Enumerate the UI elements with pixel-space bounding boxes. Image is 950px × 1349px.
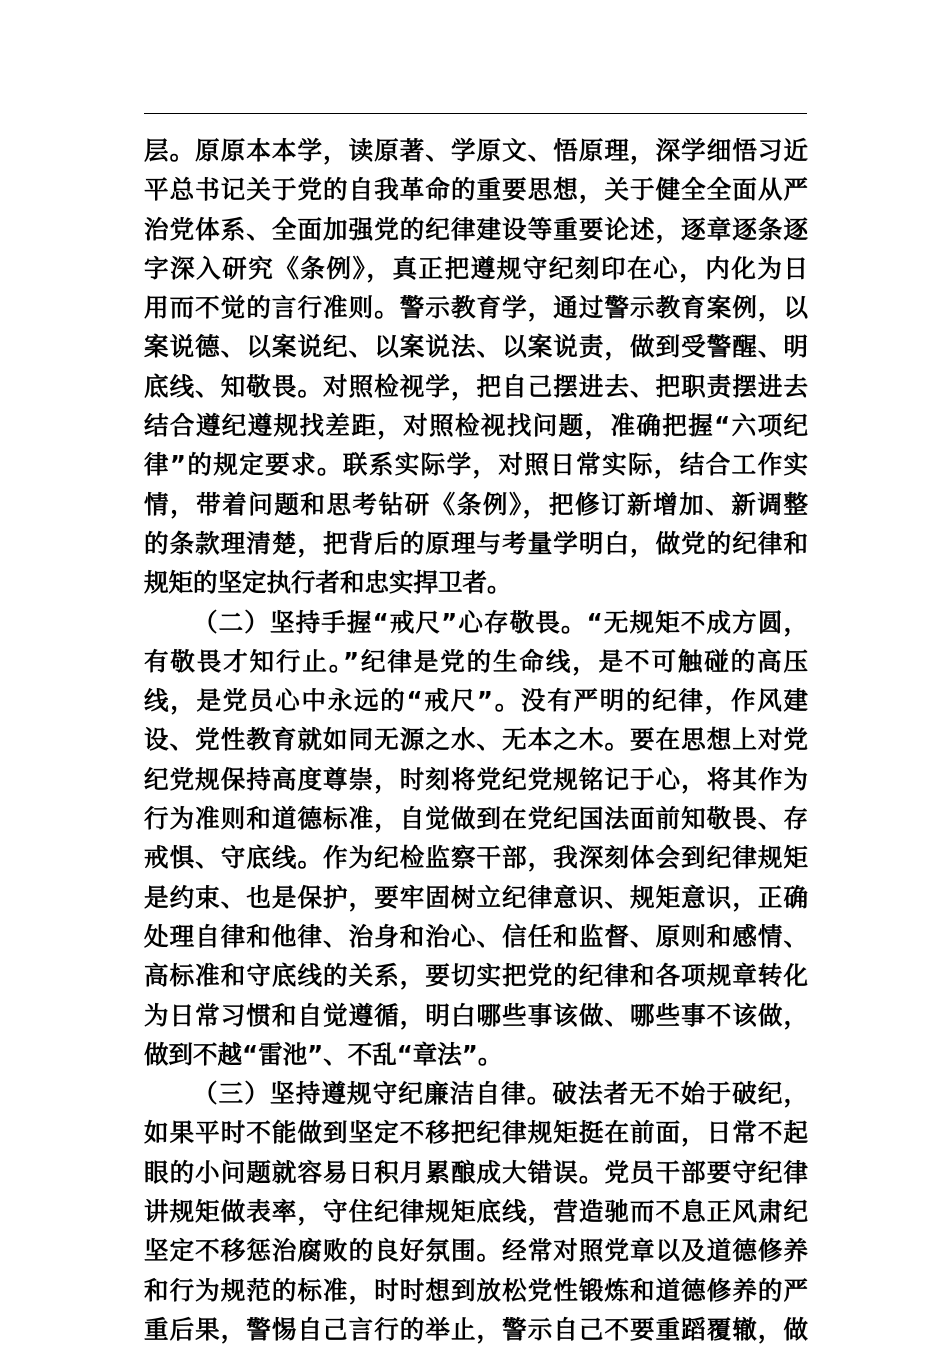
text-line: 戒惧、守底线。作为纪检监察干部，我深刻体会到纪律规矩 [144, 843, 808, 873]
text-line: 平总书记关于党的自我革命的重要思想，关于健全全面从严 [144, 175, 808, 205]
text-line: 字深入研究《条例》，真正把遵规守纪刻印在心，内化为日 [144, 253, 808, 283]
text-line: 如果平时不能做到坚定不移把纪律规矩挺在前面，日常不起 [144, 1118, 808, 1148]
text-line: 线，是党员心中永远的“戒尺”。没有严明的纪律，作风建 [144, 686, 808, 716]
text-line: 行为准则和道德标准，自觉做到在党纪国法面前知敬畏、存 [144, 804, 808, 834]
text-line: 层。原原本本学，读原著、学原文、悟原理，深学细悟习近 [144, 136, 808, 165]
text-line: 为日常习惯和自觉遵循，明白哪些事该做、哪些事不该做， [144, 1000, 808, 1030]
text-line: 高标准和守底线的关系，要切实把党的纪律和各项规章转化 [144, 961, 808, 991]
text-line: 和行为规范的标准，时时想到放松党性锻炼和道德修养的严 [144, 1275, 808, 1305]
text-line: 纪党规保持高度尊崇，时刻将党纪党规铭记于心，将其作为 [144, 764, 808, 794]
text-line: 有敬畏才知行止。”纪律是党的生命线，是不可触碰的高压 [144, 646, 808, 676]
body-text [144, 131, 808, 1349]
text-line: 做到不越“雷池”、不乱“章法”。 [144, 1039, 503, 1069]
header-rule [144, 113, 807, 114]
text-line: 的条款理清楚，把背后的原理与考量学明白，做党的纪律和 [144, 528, 808, 558]
text-line: 眼的小问题就容易日积月累酿成大错误。党员干部要守纪律 [144, 1157, 808, 1187]
section-heading-line: （三）坚持遵规守纪廉洁自律。破法者无不始于破纪， [193, 1079, 808, 1109]
text-line: 情，带着问题和思考钻研《条例》，把修订新增加、新调整 [144, 489, 808, 519]
text-line: 用而不觉的言行准则。警示教育学，通过警示教育案例，以 [144, 293, 808, 323]
text-line: 治党体系、全面加强党的纪律建设等重要论述，逐章逐条逐 [144, 214, 808, 244]
text-line: 结合遵纪遵规找差距，对照检视找问题，准确把握“六项纪 [144, 411, 808, 441]
text-line: 是约束、也是保护，要牢固树立纪律意识、规矩意识，正确 [144, 882, 808, 912]
text-line: 处理自律和他律、治身和治心、信任和监督、原则和感情、 [144, 921, 808, 951]
text-line: 规矩的坚定执行者和忠实捍卫者。 [144, 568, 512, 598]
text-line: 律”的规定要求。联系实际学，对照日常实际，结合工作实 [144, 450, 808, 480]
text-line: 案说德、以案说纪、以案说法、以案说责，做到受警醒、明 [144, 332, 808, 362]
text-line: 设、党性教育就如同无源之水、无本之木。要在思想上对党 [144, 725, 808, 755]
text-line: 坚定不移惩治腐败的良好氛围。经常对照党章以及道德修养 [144, 1236, 808, 1266]
section-heading-line: （二）坚持手握“戒尺”心存敬畏。“无规矩不成方圆， [193, 607, 808, 637]
text-line: 重后果，警惕自己言行的举止，警示自己不要重蹈覆辙，做 [144, 1314, 808, 1344]
text-line: 讲规矩做表率，守住纪律规矩底线，营造驰而不息正风肃纪 [144, 1197, 808, 1227]
text-line: 底线、知敬畏。对照检视学，把自己摆进去、把职责摆进去 [144, 371, 808, 401]
